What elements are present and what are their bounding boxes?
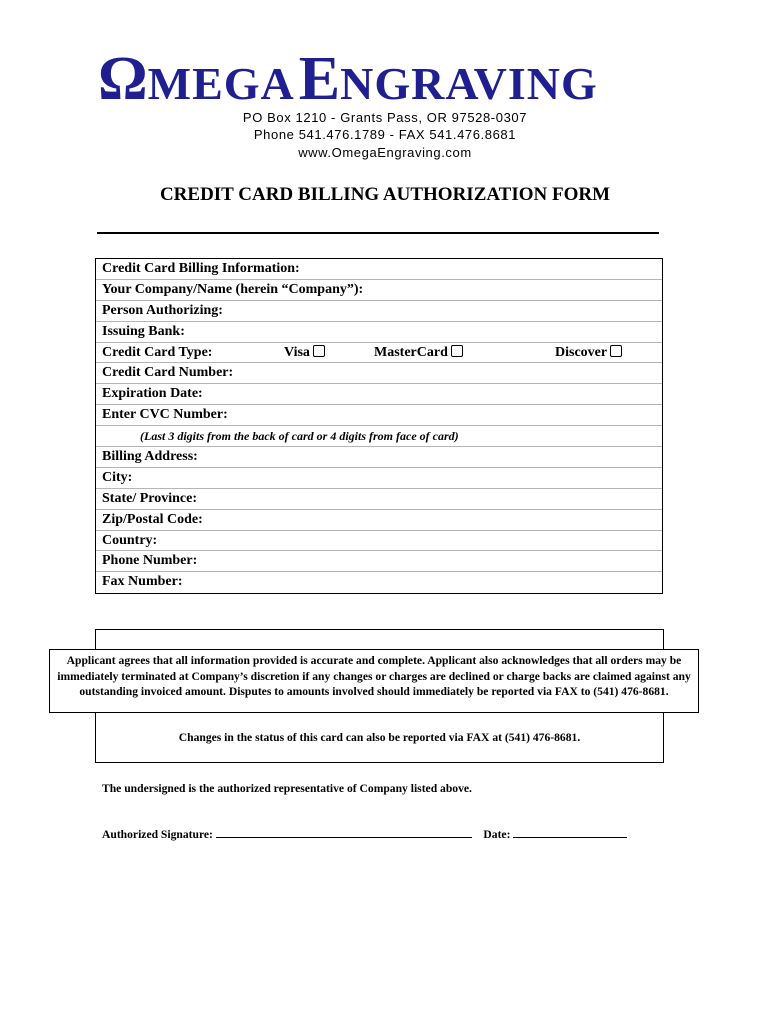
mastercard-checkbox[interactable] [451, 345, 463, 357]
field-label: State/ Province: [102, 490, 197, 506]
field-row[interactable] [96, 363, 662, 384]
field-row[interactable] [96, 572, 662, 593]
card-type-label: Credit Card Type: [102, 344, 213, 360]
cvc-note: (Last 3 digits from the back of card or 4 digits from face of card) [140, 429, 459, 444]
field-row[interactable] [96, 322, 662, 343]
form-title: CREDIT CARD BILLING AUTHORIZATION FORM [159, 184, 611, 205]
date-field[interactable] [513, 826, 627, 838]
agreement-text: Applicant agrees that all information provided is accurate and complete. Applicant also acknowledges that all orders may be immediately terminated at Company’s discretion if any changes or charges are declined or charge backs are claimed against any outstanding invoiced amount. Disputes to amounts involved should immediately be reported via FAX to (541) 476-8681. [49, 649, 699, 713]
field-row[interactable] [96, 447, 662, 468]
field-row[interactable] [96, 510, 662, 531]
field-label: Enter CVC Number: [102, 407, 228, 423]
field-label: Billing Address: [102, 449, 198, 465]
field-row[interactable] [96, 531, 662, 552]
title-divider [97, 232, 659, 234]
signature-label: Authorized Signature: [102, 828, 213, 841]
date-label: Date: [483, 828, 511, 841]
signature-line [102, 826, 627, 841]
field-row[interactable] [96, 551, 662, 572]
undersigned-statement: The undersigned is the authorized representative of Company listed above. [102, 782, 472, 795]
logo-word-mega: MEGA [147, 58, 295, 109]
field-label: Person Authorizing: [102, 302, 223, 318]
field-row[interactable] [96, 259, 662, 280]
field-label: Issuing Bank: [102, 323, 185, 339]
signature-field[interactable] [216, 826, 472, 838]
visa-option[interactable] [284, 343, 326, 363]
field-row[interactable] [96, 280, 662, 301]
omega-symbol: Ω [98, 45, 148, 113]
field-label: Zip/Postal Code: [102, 511, 203, 527]
mastercard-label: MasterCard [374, 344, 448, 360]
address-line-1: PO Box 1210 - Grants Pass, OR 97528-0307 [242, 110, 528, 125]
logo-initial-e: E [298, 45, 341, 113]
address-line-2: Phone 541.476.1789 - FAX 541.476.8681 [253, 127, 517, 142]
billing-info-table [95, 258, 663, 594]
field-label: Your Company/Name (herein “Company”): [102, 281, 364, 297]
changes-note: Changes in the status of this card can also be reported via FAX at (541) 476-8681. [178, 731, 581, 744]
discover-label: Discover [555, 344, 608, 360]
mastercard-option[interactable] [374, 343, 464, 363]
logo-word-ngraving: NGRAVING [340, 58, 598, 109]
field-label: Expiration Date: [102, 386, 203, 402]
discover-option[interactable] [555, 343, 623, 363]
field-label: Credit Card Billing Information: [102, 261, 300, 276]
field-row[interactable] [96, 468, 662, 489]
visa-label: Visa [284, 344, 310, 360]
address-line-3: www.OmegaEngraving.com [298, 145, 472, 160]
field-label: Phone Number: [102, 553, 198, 569]
field-label: City: [102, 469, 133, 485]
field-label: Country: [102, 532, 158, 548]
field-row[interactable] [96, 301, 662, 322]
visa-checkbox[interactable] [313, 345, 325, 357]
field-row[interactable] [96, 405, 662, 426]
card-type-row [96, 343, 662, 364]
field-row[interactable] [96, 489, 662, 510]
field-row[interactable] [96, 384, 662, 405]
field-label: Fax Number: [102, 574, 183, 590]
cvc-note-row [96, 426, 662, 447]
discover-checkbox[interactable] [610, 345, 622, 357]
field-label: Credit Card Number: [102, 365, 234, 381]
company-logo [98, 45, 668, 113]
